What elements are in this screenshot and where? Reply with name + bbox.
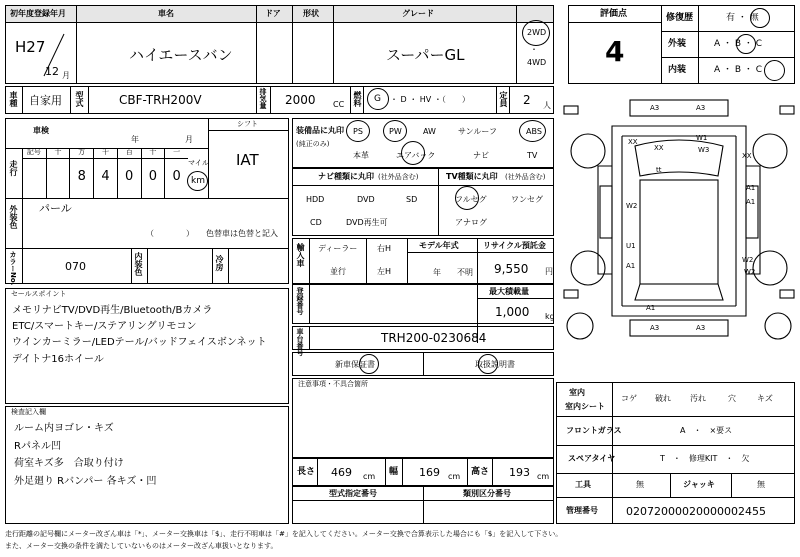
- import-right-h: 右H: [377, 244, 392, 253]
- inspection-label: 車検: [33, 126, 49, 135]
- circle-fullseg: [455, 186, 479, 210]
- new-warranty: 新車保証書: [335, 360, 375, 369]
- mark-xx-front-center: XX: [654, 144, 664, 152]
- mileage-col-2: [69, 148, 93, 198]
- max-load-kg: kg: [545, 312, 555, 321]
- circle-repair-none: [750, 8, 770, 28]
- max-load-label: 最大積載量: [489, 287, 529, 296]
- interior-options: A ・ B ・ C: [714, 65, 763, 75]
- wheel-rl: [571, 251, 605, 285]
- inspection-tsuki: 月: [185, 135, 193, 144]
- mileage-header: 十: [54, 148, 62, 156]
- model-year-label: モデル年式: [419, 241, 459, 250]
- tv-sub: (社外品含む): [505, 173, 546, 181]
- navi-cd: CD: [310, 218, 322, 227]
- tv-fullseg: フルセグ: [455, 195, 487, 204]
- footer-line-2: また、メーター交換の条件を満たしていないものはメーター改ざん車扱いとなります。: [5, 542, 278, 550]
- width-value: 169: [419, 466, 440, 479]
- equip-aw: AW: [423, 127, 436, 136]
- mileage-header: 百: [125, 148, 133, 156]
- front-bumper: [630, 100, 728, 116]
- navi-dvd-play: DVD再生可: [346, 218, 388, 227]
- model-no-label: 型式指定番号: [329, 489, 377, 498]
- exterior-options: A ・ B ・ C: [714, 39, 763, 49]
- usage-value: 自家用: [29, 94, 62, 107]
- reg-year: H27: [15, 38, 46, 56]
- seat-opt-yogore: 汚れ: [690, 394, 706, 403]
- mark-w2-rear: W2: [744, 268, 756, 276]
- circle-airbag: [401, 141, 425, 165]
- jack-value: 無: [757, 480, 765, 489]
- drive-4wd: 4WD: [527, 58, 547, 67]
- mark-w2-left: W2: [626, 202, 638, 210]
- shift-label: シフト: [237, 120, 258, 128]
- wheel-fl: [571, 134, 605, 168]
- circle-abs: [519, 120, 546, 142]
- exterior-label: 外装: [668, 39, 687, 49]
- navi-hdd: HDD: [306, 195, 325, 204]
- circle-new-warranty: [359, 354, 379, 374]
- mark-w3: W3: [698, 146, 710, 154]
- repair-options: 有 ・ 無: [726, 13, 759, 23]
- mileage-col-5: [141, 148, 165, 198]
- mark-tt: tt: [656, 166, 662, 174]
- inspector-note-4: 外足廻り Rバンパー 各キズ・凹: [14, 476, 157, 487]
- equip-pw: PW: [389, 127, 402, 136]
- sales-point-1: メモリナビTV/DVD再生/Bluetooth/Bカメラ: [12, 305, 213, 316]
- sales-points-label: セールスポイント: [11, 290, 67, 298]
- mileage-digit: 0: [172, 169, 181, 184]
- score-label: 評価点: [600, 9, 628, 19]
- height-value: 193: [509, 466, 530, 479]
- equipment-label: 装備品に丸印: [296, 126, 344, 135]
- navi-dvd: DVD: [357, 195, 375, 204]
- score-value: 4: [605, 35, 625, 68]
- color-label: 外装色: [9, 205, 18, 229]
- inspection-nen: 年: [131, 135, 139, 144]
- spare-label: スペアタイヤ: [568, 454, 616, 463]
- sales-point-3: ウインカーミラー/LEDテール/バッドフェイスボンネット: [12, 337, 267, 348]
- width-cm: cm: [448, 472, 461, 481]
- equip-ps: PS: [353, 127, 363, 136]
- interior-color-label: 内装色: [134, 252, 143, 276]
- management-label: 管理番号: [566, 506, 598, 515]
- windshield-value: A ・ ×要ス: [680, 426, 733, 435]
- mileage-digit: 0: [148, 169, 158, 184]
- drive-dot: ・: [530, 45, 538, 54]
- fuel-label: 燃料: [353, 91, 362, 107]
- right-side-door: [746, 186, 758, 238]
- mileage-col-4: [117, 148, 141, 198]
- shape-label: 形状: [303, 9, 319, 18]
- mark-a3-front-2: A3: [696, 104, 706, 112]
- wheel-rr: [753, 251, 787, 285]
- import-label: 輸入車: [296, 243, 305, 267]
- tv-oneseg: ワンセグ: [511, 195, 543, 204]
- mark-a1-rear: A1: [646, 304, 656, 312]
- notes-label: 注意事項・不具合箇所: [298, 380, 368, 388]
- mileage-header: 千: [101, 148, 109, 156]
- mileage-header: 一: [173, 148, 181, 156]
- tv-analog: アナログ: [455, 218, 487, 227]
- mark-w1: W1: [696, 134, 708, 142]
- mark-u1: U1: [626, 242, 636, 250]
- mark-a1-right-2: A1: [746, 198, 756, 206]
- displacement-value: 2000: [285, 93, 316, 107]
- footer-line-1: 走行距離の記号欄にメーター改ざん車は「*」、メーター交換車は「$」、走行不明車は「#」を記入してください。メーター交換で合算表示した場合にも「$」を記入して下さい。: [5, 530, 563, 538]
- tv-label: TV種類に丸印: [446, 172, 498, 181]
- equipment-sub: (純正のみ): [296, 140, 330, 148]
- mileage-digit: 0: [125, 169, 134, 184]
- mileage-col-3: [93, 148, 117, 198]
- shift-value: IAT: [236, 151, 259, 169]
- seat-opt-koge: コゲ: [621, 394, 637, 403]
- spare-circle-1: [567, 313, 593, 339]
- body-outline: [612, 126, 746, 316]
- drive-2wd: 2WD: [527, 28, 547, 37]
- car-name-label: 車名: [158, 9, 174, 18]
- model-year-nen: 年: [433, 268, 441, 277]
- length-value: 469: [331, 466, 352, 479]
- mileage-digit: 8: [77, 169, 86, 184]
- displacement-label: 排気量: [259, 88, 267, 109]
- import-heikou: 並行: [330, 267, 346, 276]
- capacity-unit: 人: [543, 101, 551, 110]
- seat-label-1: 室内: [569, 388, 585, 397]
- mileage-grid: [22, 148, 188, 198]
- rear-bumper: [630, 320, 728, 336]
- equip-tv: TV: [527, 151, 538, 160]
- vehicle-diagram: [560, 96, 798, 380]
- door-label: ドア: [265, 9, 281, 18]
- navi-sub: (社外品含む): [378, 173, 419, 181]
- color-no-value: 070: [65, 260, 86, 273]
- manual: 取扱説明書: [475, 360, 515, 369]
- recycle-value: 9,550: [494, 262, 529, 276]
- circle-ps: [346, 120, 370, 142]
- circle-manual: [478, 354, 498, 374]
- mileage-col-6: [164, 148, 188, 198]
- model-year-value: 不明: [457, 268, 473, 277]
- navi-sd: SD: [406, 195, 418, 204]
- color-note: 色替車は色替と記入: [206, 229, 278, 238]
- jack-label: ジャッキ: [683, 480, 715, 489]
- wheel-fr: [753, 134, 787, 168]
- recycle-yen: 円: [545, 267, 553, 276]
- model-value: CBF-TRH200V: [119, 93, 202, 107]
- inspector-note-3: 荷室キズ多 合取り付け: [14, 458, 124, 469]
- seat-opt-kizu: キズ: [757, 394, 773, 403]
- mileage-header: 万: [78, 148, 86, 156]
- height-cm: cm: [537, 472, 550, 481]
- mark-a3-rear-1: A3: [650, 324, 660, 332]
- car-name: ハイエースバン: [129, 46, 233, 64]
- color-paren: （ ）: [146, 229, 194, 238]
- mark-a1-left: A1: [626, 262, 636, 270]
- mark-a3-rear-2: A3: [696, 324, 706, 332]
- mark-a1-right: A1: [746, 184, 756, 192]
- usage-label: 車種: [9, 91, 18, 107]
- reg-month: 12: [45, 65, 59, 78]
- capacity-value: 2: [523, 93, 531, 107]
- interior-label: 内装: [668, 65, 687, 75]
- navi-label: ナビ種類に丸印: [318, 172, 374, 181]
- windshield-label: フロントガラス: [566, 426, 622, 435]
- mileage-label: 走行: [9, 160, 18, 176]
- km-label: km: [191, 176, 205, 186]
- recycle-label: リサイクル預託金: [483, 241, 546, 250]
- mileage-col-1: [46, 148, 70, 198]
- inspector-note-1: ルーム内ヨゴレ・キズ: [14, 423, 114, 434]
- notes-box: [292, 378, 554, 458]
- height-label: 高さ: [471, 467, 490, 477]
- circle-pw: [383, 120, 407, 142]
- equip-airbag: エアバック: [396, 151, 436, 160]
- mark-w2-right: W2: [742, 256, 754, 264]
- chassis-label: 車台番号: [296, 328, 304, 356]
- sales-point-2: ETC/スマートキー/ステアリングリモコン: [12, 321, 197, 332]
- mark-xx-front-left: XX: [628, 138, 638, 146]
- left-side-door: [600, 186, 612, 238]
- length-cm: cm: [363, 472, 376, 481]
- length-label: 長さ: [297, 467, 316, 477]
- class-no-label: 類別区分番号: [463, 489, 511, 498]
- seat-opt-ana: 穴: [728, 394, 736, 403]
- registration-label: 登録番号: [296, 287, 304, 315]
- repair-label: 修復歴: [666, 13, 694, 23]
- mileage-digit: 4: [101, 169, 110, 184]
- grade-label: グレード: [402, 9, 434, 18]
- circle-interior-c: [764, 60, 785, 81]
- cc-unit: CC: [333, 100, 345, 109]
- mile-label: マイル: [188, 159, 209, 167]
- equip-abs: ABS: [526, 127, 542, 136]
- mark-xx-right: XX: [742, 152, 752, 160]
- mark-a3-front-1: A3: [650, 104, 660, 112]
- spare-value: T ・ 修理KIT ・ 欠: [660, 454, 750, 463]
- mileage-header: 記号: [26, 148, 41, 156]
- inspector-label: 検査記入欄: [11, 408, 46, 416]
- color-no-label: カラーNo.: [9, 251, 17, 286]
- tools-value: 無: [636, 480, 644, 489]
- spare-circle-2: [765, 313, 791, 339]
- capacity-label: 定員: [499, 91, 508, 107]
- management-value: 02072000020000002455: [626, 505, 766, 518]
- import-left-h: 左H: [377, 267, 392, 276]
- fuel-options: ・ D ・ HV ・（ ）: [390, 95, 470, 104]
- seat-label: 室内シート: [565, 402, 605, 411]
- equip-leather: 本革: [353, 151, 369, 160]
- sales-point-4: デイトナ16ホイール: [12, 354, 104, 365]
- circle-exterior-b: [736, 34, 756, 54]
- color-value: パール: [39, 202, 72, 215]
- fuel-g: G: [374, 94, 381, 104]
- reg-month-unit: 月: [62, 71, 70, 80]
- inspector-note-2: Rパネル凹: [14, 441, 61, 452]
- equip-navi: ナビ: [473, 151, 489, 160]
- import-dealer: ディーラー: [318, 244, 358, 253]
- max-load-value: 1,000: [495, 305, 530, 319]
- width-label: 幅: [389, 467, 399, 477]
- mileage-header: 十: [149, 148, 157, 156]
- model-label: 型式: [75, 91, 84, 107]
- reizo-label: 冷房: [215, 255, 224, 271]
- grade-value: スーパーGL: [386, 46, 465, 64]
- seat-opt-yabure: 破れ: [655, 394, 671, 403]
- chassis-value: TRH200-0230684: [381, 331, 487, 345]
- tools-label: 工具: [575, 480, 591, 489]
- equip-sunroof: サンルーフ: [458, 127, 497, 136]
- reg-year-label: 初年度登録年月: [10, 9, 66, 18]
- mileage-col-0: [22, 148, 46, 198]
